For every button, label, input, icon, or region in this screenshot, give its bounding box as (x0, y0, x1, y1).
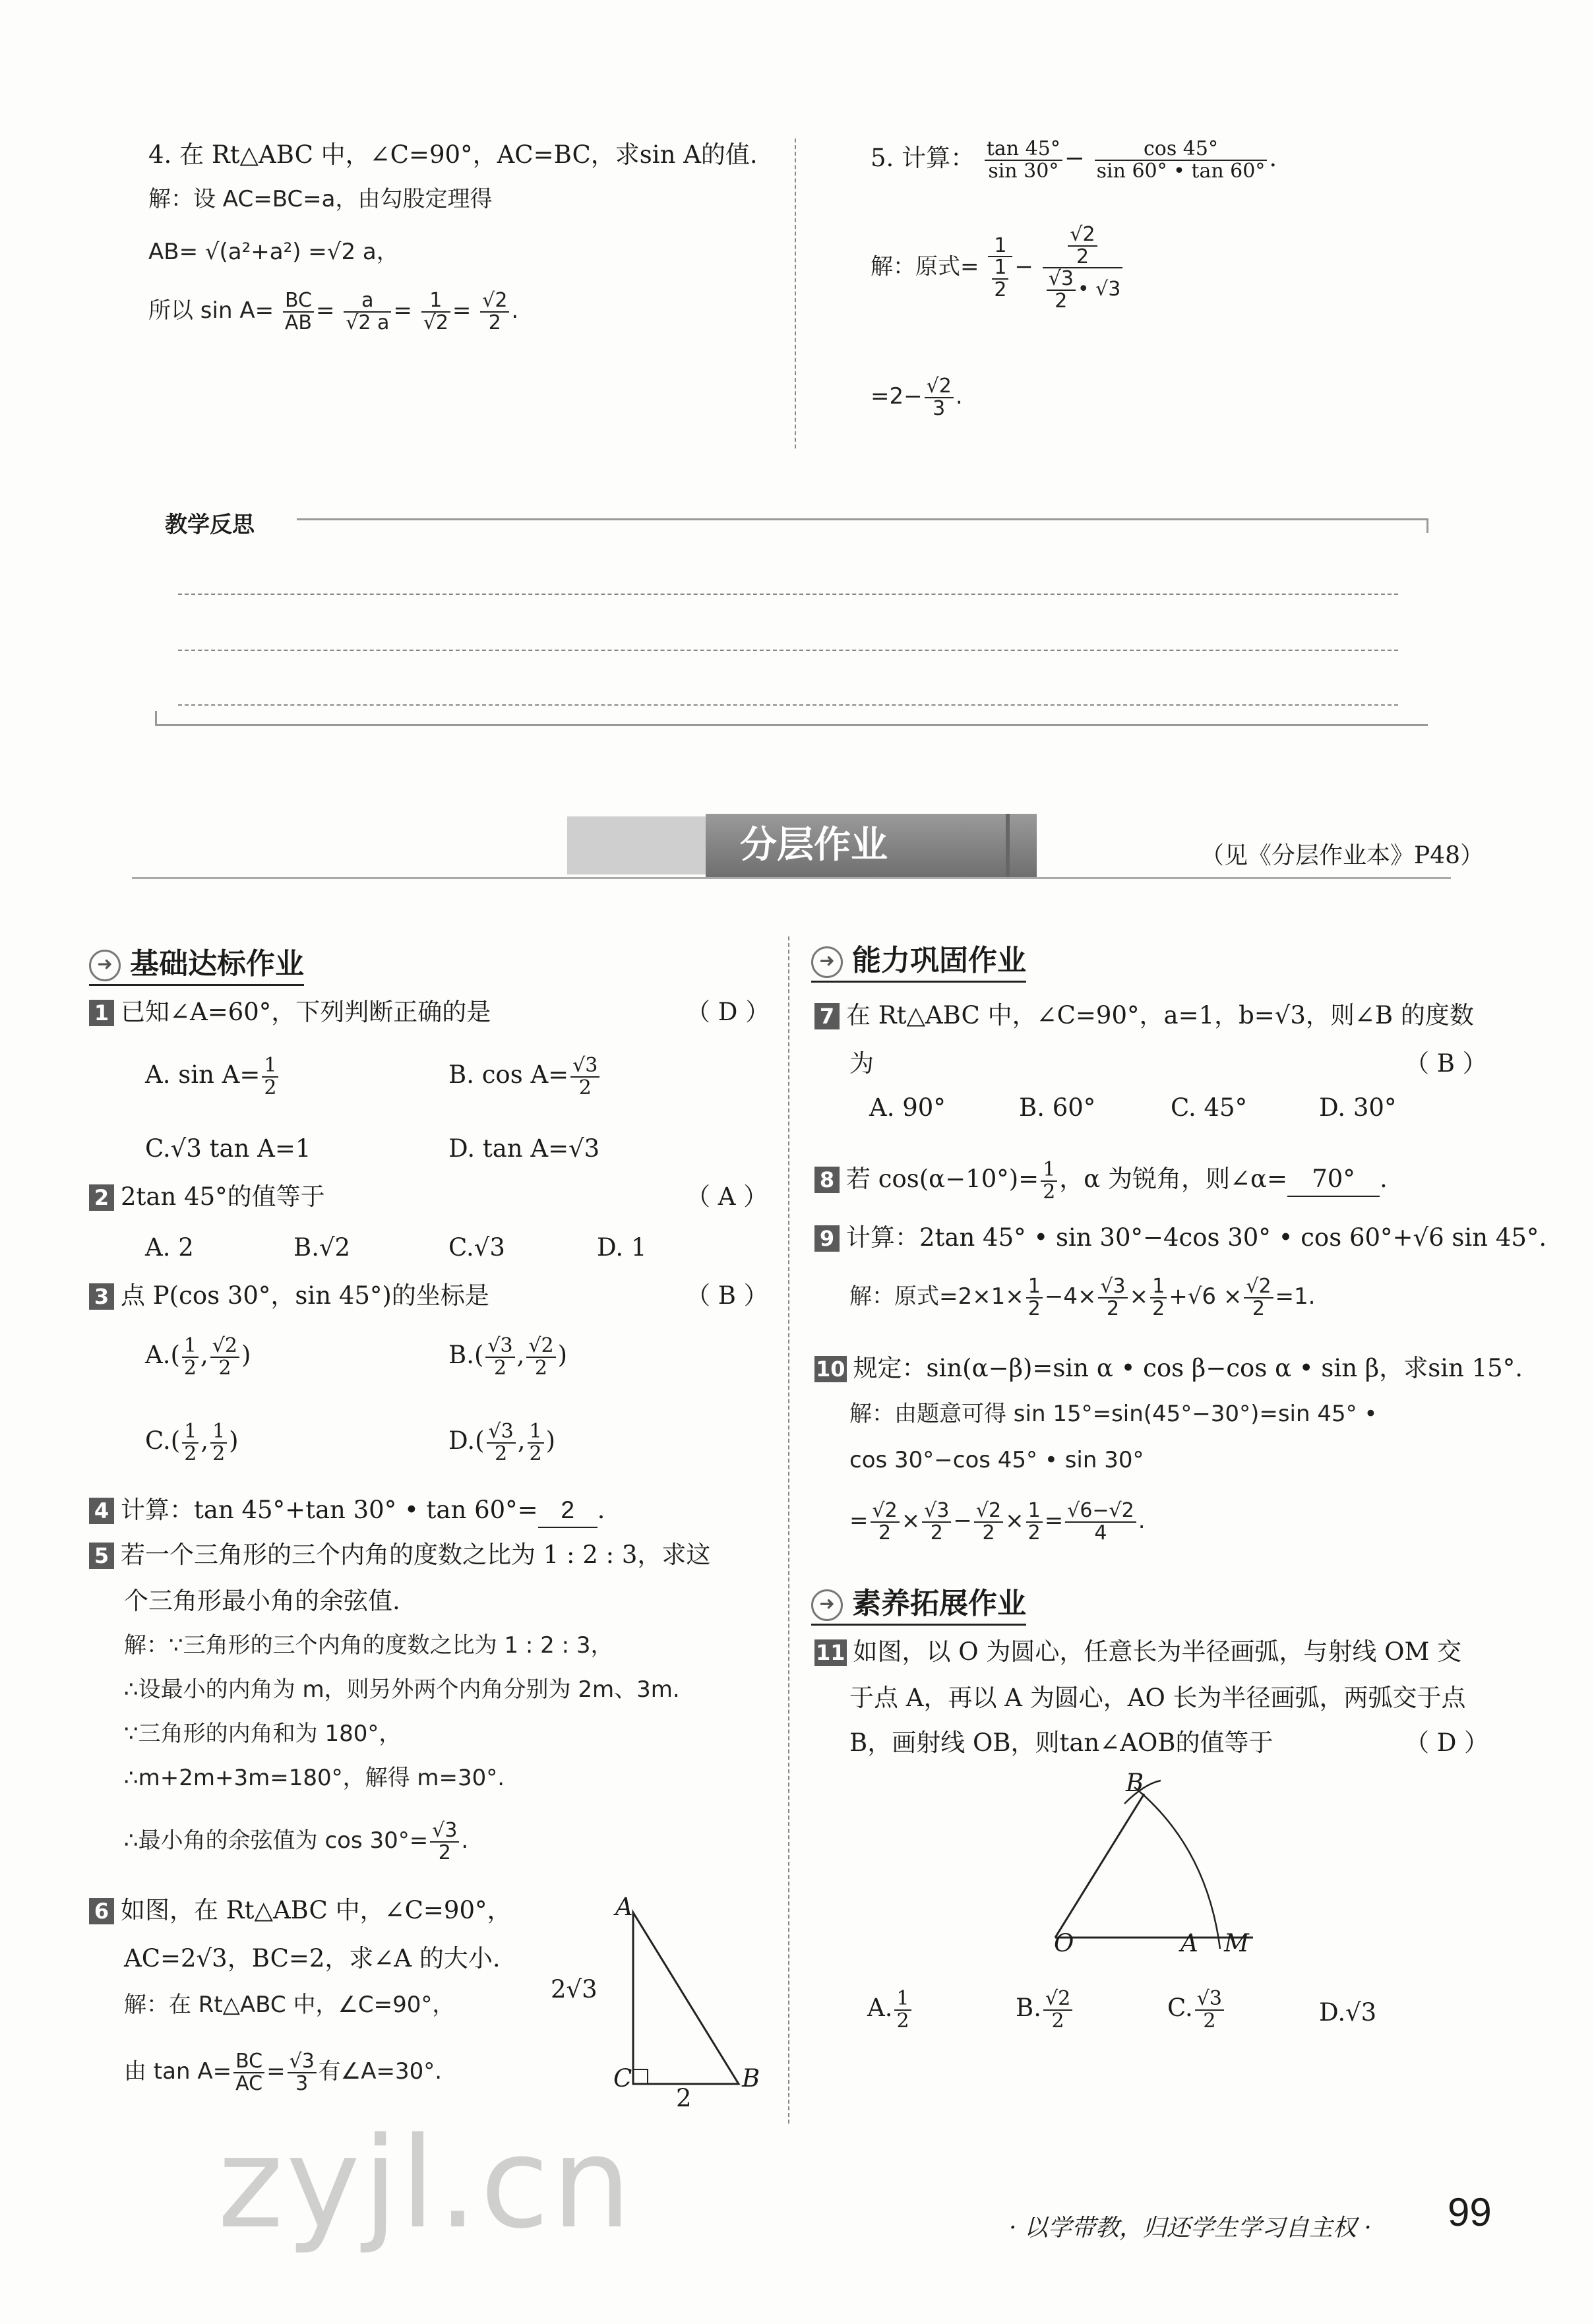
column-divider-top (795, 138, 796, 448)
q6-sol2: 由 tan A= $\frac{BC}{AC}$ = $\frac{√3}{3}$ 有∠A=30°. (124, 2050, 443, 2095)
q11-stem2: 于点 A，再以 A 为圆心，AO 长为半径画弧，两弧交于点 (849, 1684, 1466, 1712)
q6-stem1: 6 如图，在 Rt△ABC 中，∠C=90°， (89, 1894, 512, 1927)
q10-sol1: 解：由题意可得 sin 15°=sin(45°−30°)=sin 45° • (849, 1401, 1378, 1427)
footer-motto: · 以学带教，归还学生学习自主权 · (1009, 2215, 1372, 2242)
arrow-icon: ➜ (89, 950, 121, 981)
reflection-top-rule (297, 518, 1428, 520)
banner-decor-block (567, 816, 712, 874)
q2-option-c: C.√3 (448, 1233, 505, 1262)
q5-sol5: ∴最小角的余弦值为 cos 30°= $\frac{√3}{2}$ . (124, 1819, 469, 1864)
q4-top-sol2: AB= √(a²+a²) =√2 a， (148, 239, 399, 265)
q9-stem: 9 计算：2tan 45° • sin 30°−4cos 30° • cos 60°+√6 sin 45°. (814, 1221, 1547, 1254)
reflection-bottom-rule (155, 724, 1428, 726)
q9-sol: 解：原式=2×1× $\frac{1}{2}$ −4× $\frac{√3}{2}$ × $\frac{1}{2}$ +√6 × $\frac{√2}{2}$ =1. (849, 1275, 1316, 1320)
q1-option-b: B. cos A= $\frac{√3}{2}$ (448, 1055, 601, 1098)
q5-sol3: ∵三角形的内角和为 180°， (124, 1721, 402, 1747)
q6-label-side: 2√3 (551, 1975, 598, 2003)
reflection-line-3 (178, 704, 1398, 706)
q1-answer: （ D ） (686, 998, 770, 1026)
q11-stem1: 11 如图，以 O 为圆心，任意长为半径画弧，与射线 OM 交 (816, 1637, 1462, 1666)
reflection-line-2 (178, 650, 1398, 651)
banner-title: 分层作业 (706, 814, 1037, 877)
banner-baseline (132, 877, 1451, 879)
q6-stem2: AC=2√3，BC=2，求∠A 的大小. (124, 1944, 501, 1972)
q11-answer: （ D ） (1405, 1728, 1489, 1757)
triangle-abc (633, 1912, 739, 2084)
q7-stem2: 为 (849, 1049, 874, 1078)
q11-label-M: M (1224, 1929, 1249, 1957)
q6-label-A: A (615, 1893, 633, 1921)
q10-stem: 10 规定：sin(α−β)=sin α • cos β−cos α • sin β，求sin 15°. (816, 1354, 1523, 1382)
q5-sol1: 解：∵三角形的三个内角的度数之比为 1 : 2 : 3， (124, 1632, 613, 1659)
q11-option-c: C. $\frac{√3}{2}$ (1167, 1988, 1226, 2031)
q5-top-result: =2− $\frac{√2}{3}$ . (871, 375, 963, 420)
q1-option-d: D. tan A=√3 (448, 1134, 600, 1163)
q6-sol1: 解：在 Rt△ABC 中，∠C=90°， (124, 1992, 455, 2018)
arrow-icon: ➜ (811, 1589, 843, 1621)
reflection-left-tick (155, 711, 157, 725)
q3-option-b: B.( $\frac{√3}{2}$ , $\frac{√2}{2}$ ) (448, 1334, 567, 1380)
q11-label-B: B (1126, 1769, 1144, 1797)
banner-ref: （见《分层作业本》P48） (1200, 842, 1485, 869)
q2-stem: 2 2tan 45°的值等于 (89, 1180, 325, 1213)
q3-answer: （ B ） (686, 1281, 768, 1310)
q1-stem: 1 已知∠A=60°，下列判断正确的是 (89, 996, 491, 1029)
arc-from-o (1134, 1787, 1220, 1949)
q2-option-d: D. 1 (597, 1233, 647, 1262)
q2-option-a: A. 2 (145, 1233, 194, 1262)
q5-sol4: ∴m+2m+3m=180°，解得 m=30°. (124, 1765, 505, 1791)
watermark: zyjl.cn (218, 2110, 634, 2256)
q11-label-A: A (1180, 1929, 1198, 1957)
right-angle-mark (633, 2069, 648, 2084)
q10-sol3: = $\frac{√2}{2}$ × $\frac{√3}{2}$ − $\frac{√2}{2}$ × $\frac{1}{2}$ = $\frac{√6-√2}{4}$ . (849, 1499, 1146, 1544)
banner-edge (1006, 814, 1010, 877)
q5-stem2: 个三角形最小角的余弦值. (124, 1587, 400, 1615)
q11-option-d: D.√3 (1319, 1998, 1377, 2027)
q3-option-d: D.( $\frac{√3}{2}$ , $\frac{1}{2}$ ) (448, 1420, 556, 1465)
q6-label-B: B (742, 2064, 760, 2093)
q1-option-c: C.√3 tan A=1 (145, 1134, 311, 1163)
q11-option-a: A. $\frac{1}{2}$ (867, 1988, 913, 2031)
q11-option-b: B. $\frac{√2}{2}$ (1016, 1988, 1074, 2031)
q10-sol2: cos 30°−cos 45° • sin 30° (849, 1447, 1144, 1473)
q11-label-O: O (1054, 1929, 1074, 1957)
q2-option-b: B.√2 (293, 1233, 351, 1262)
reflection-title: 教学反思 (165, 512, 255, 538)
q4-top-sol3: 所以 sin A= $\frac{BC}{AB}$ = $\frac{a}{√2 a}$ = $\frac{1}{√2}$ = $\frac{√2}{2}$ . (148, 289, 519, 334)
q5-stem1: 5 若一个三角形的三个内角的度数之比为 1 : 2 : 3，求这 (89, 1539, 710, 1572)
arrow-icon: ➜ (811, 946, 843, 978)
page-number: 99 (1448, 2190, 1492, 2234)
q2-answer: （ A ） (686, 1182, 768, 1211)
section-extend: ➜ 素养拓展作业 (811, 1579, 1026, 1622)
q3-option-a: A.( $\frac{1}{2}$ , $\frac{√2}{2}$ ) (145, 1334, 251, 1380)
q6-label-C: C (613, 2064, 632, 2093)
q8-stem: 8 若 cos(α−10°)= $\frac{1}{2}$ ，α 为锐角，则∠α= 70° . (814, 1159, 1388, 1202)
q8-blank: 70° (1287, 1163, 1380, 1197)
q5-top-sol: 解：原式= $\frac{1}{\frac{1}{2}}$ − $\frac{√2}{2}$ $\frac{√3}{2}$ • √3 (871, 224, 1124, 311)
q4-top-sol1: 解：设 AC=BC=a，由勾股定理得 (148, 186, 493, 212)
q4-top-stem: 4. 在 Rt△ABC 中，∠C=90°，AC=BC，求sin A的值. (148, 140, 758, 169)
q4-stem: 4 计算：tan 45°+tan 30° • tan 60°= 2 . (89, 1494, 605, 1528)
q5-top-stem: 5. 计算： $\frac{\tan 45^\circ}{\sin 30^\circ}$ − $\frac{\cos 45^\circ}{\sin 60^\circ • \tan 60^\circ}$ . (871, 137, 1277, 183)
section-ability: ➜ 能力巩固作业 (811, 936, 1026, 979)
q7-answer: （ B ） (1405, 1049, 1487, 1078)
reflection-right-tick (1426, 518, 1428, 533)
reflection-line-1 (178, 594, 1398, 595)
q7-option-a: A. 90° (869, 1093, 946, 1122)
q5-sol2: ∴设最小的内角为 m，则另外两个内角分别为 2m、3m. (124, 1676, 680, 1703)
section-basic: ➜ 基础达标作业 (89, 940, 304, 982)
q3-option-c: C.( $\frac{1}{2}$ , $\frac{1}{2}$ ) (145, 1420, 239, 1465)
q4-blank: 2 (538, 1494, 598, 1528)
q7-option-b: B. 60° (1019, 1093, 1096, 1122)
q7-stem1: 7 在 Rt△ABC 中，∠C=90°，a=1，b=√3，则∠B 的度数 (814, 999, 1474, 1032)
q7-option-d: D. 30° (1319, 1093, 1397, 1122)
q11-stem3: B，画射线 OB，则tan∠AOB的值等于 (849, 1728, 1273, 1757)
q1-option-a: A. sin A= $\frac{1}{2}$ (145, 1055, 280, 1098)
q7-option-c: C. 45° (1171, 1093, 1248, 1122)
column-divider (788, 936, 789, 2124)
q3-stem: 3 点 P(cos 30°，sin 45°)的坐标是 (89, 1279, 489, 1312)
ray-ob (1055, 1794, 1144, 1938)
q6-label-base: 2 (676, 2084, 692, 2112)
